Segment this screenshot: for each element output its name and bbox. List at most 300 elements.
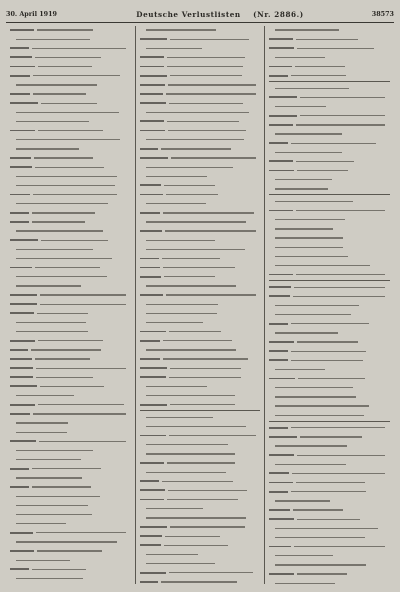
text-stroke (10, 376, 33, 378)
casualty-entry-line (269, 93, 390, 101)
text-stroke (16, 459, 81, 460)
text-stroke (146, 221, 246, 222)
text-stroke (269, 210, 292, 212)
text-stroke (140, 581, 159, 583)
text-stroke (140, 358, 160, 360)
casualty-entry-line (269, 301, 390, 309)
text-stroke (146, 472, 227, 473)
text-stroke (293, 296, 385, 297)
text-stroke (16, 230, 103, 231)
text-stroke (140, 526, 167, 528)
text-stroke (35, 167, 104, 168)
text-stroke (146, 285, 237, 286)
text-stroke (275, 528, 377, 529)
casualty-entry-line (140, 44, 261, 52)
casualty-entry-line (269, 488, 390, 496)
text-stroke (291, 75, 346, 76)
text-stroke (146, 304, 218, 305)
casualty-entry-line (269, 356, 390, 364)
text-stroke (167, 462, 235, 463)
text-stroke (269, 472, 289, 474)
casualty-entry-line (269, 338, 390, 346)
casualty-entry-line (140, 523, 261, 531)
casualty-entry-line (269, 148, 390, 156)
casualty-entry-line (269, 552, 390, 560)
text-stroke (146, 167, 233, 168)
text-stroke (275, 445, 346, 446)
text-stroke (146, 386, 208, 387)
casualty-entry-line (269, 176, 390, 184)
casualty-entry-line (269, 533, 390, 541)
text-stroke (146, 395, 236, 396)
casualty-entry-line (10, 483, 131, 491)
casualty-entry-line (269, 579, 390, 584)
text-stroke (269, 295, 290, 297)
text-stroke (10, 47, 29, 49)
text-stroke (10, 413, 30, 415)
text-stroke (269, 436, 296, 438)
casualty-entry-line (269, 460, 390, 468)
casualty-entry-line (269, 243, 390, 251)
text-stroke (297, 341, 358, 342)
text-stroke (166, 194, 218, 195)
casualty-entry-line (10, 236, 131, 244)
text-stroke (16, 176, 117, 177)
text-stroke (168, 130, 246, 131)
casualty-entry-line (10, 456, 131, 464)
text-stroke (32, 221, 85, 222)
text-stroke (275, 564, 366, 565)
casualty-entry-line (10, 53, 131, 61)
text-stroke (140, 194, 163, 196)
text-stroke (38, 340, 103, 341)
text-stroke (40, 386, 105, 387)
casualty-entry-line (269, 497, 390, 505)
casualty-entry-line (10, 419, 131, 427)
text-stroke (291, 491, 366, 492)
casualty-entry-line (269, 479, 390, 487)
casualty-entry-line (269, 561, 390, 569)
text-stroke (170, 39, 249, 40)
text-stroke (10, 340, 35, 342)
text-stroke (291, 143, 376, 144)
text-stroke (168, 490, 247, 491)
text-stroke (291, 323, 368, 324)
text-stroke (10, 157, 31, 159)
text-stroke (275, 369, 325, 370)
casualty-entry-line (10, 346, 131, 354)
text-stroke (275, 29, 338, 30)
casualty-entry-line (10, 245, 131, 253)
casualty-entry-line (10, 181, 131, 189)
text-stroke (269, 115, 297, 117)
text-stroke (295, 66, 345, 67)
text-stroke (146, 426, 247, 427)
casualty-entry-line (10, 364, 131, 372)
text-stroke (169, 377, 242, 378)
text-stroke (166, 294, 255, 295)
text-stroke (293, 509, 343, 510)
casualty-entry-line (10, 136, 131, 144)
casualty-entry-line (10, 154, 131, 162)
casualty-entry-line (140, 319, 261, 327)
text-stroke (269, 47, 294, 49)
text-stroke (296, 39, 358, 40)
casualty-entry-line (10, 529, 131, 537)
casualty-entry-line (140, 328, 261, 336)
text-stroke (16, 148, 79, 149)
casualty-entry-line (140, 181, 261, 189)
text-stroke (140, 93, 163, 95)
text-stroke (140, 84, 165, 86)
casualty-entry-line (140, 346, 261, 354)
text-stroke (140, 230, 162, 232)
text-stroke (291, 360, 363, 361)
header-page-number: 38573 (371, 10, 394, 18)
casualty-entry-line (269, 515, 390, 523)
text-stroke (275, 106, 325, 107)
text-stroke (33, 93, 86, 94)
casualty-entry-line (10, 428, 131, 436)
casualty-entry-line (10, 108, 131, 116)
casualty-entry-line (10, 81, 131, 89)
text-stroke (294, 287, 385, 288)
casualty-entry-line (140, 373, 261, 381)
text-stroke (296, 482, 365, 483)
text-stroke (163, 212, 254, 213)
text-stroke (297, 573, 347, 574)
text-stroke (146, 203, 206, 204)
casualty-entry-line (10, 72, 131, 80)
text-stroke (275, 314, 350, 315)
casualty-entry-line (10, 282, 131, 290)
casualty-entry-line (140, 496, 261, 504)
text-stroke (170, 368, 241, 369)
page-header (6, 6, 394, 23)
casualty-entry-line (140, 550, 261, 558)
casualty-entry-line (140, 282, 261, 290)
casualty-entry-line (140, 459, 261, 467)
text-stroke (292, 473, 385, 474)
text-stroke (167, 121, 239, 122)
text-stroke (269, 546, 291, 548)
casualty-entry-line (10, 520, 131, 528)
text-stroke (161, 148, 231, 149)
text-stroke (269, 378, 294, 380)
text-stroke (300, 115, 385, 116)
text-stroke (140, 462, 164, 464)
text-stroke (163, 340, 232, 341)
casualty-entry-line (140, 401, 261, 409)
casualty-entry-line (140, 392, 261, 400)
text-stroke (10, 267, 32, 269)
casualty-entry-line (269, 292, 390, 300)
casualty-entry-line (10, 264, 131, 272)
casualty-entry-line (269, 157, 390, 165)
casualty-entry-line (269, 252, 390, 260)
casualty-entry-line (269, 311, 390, 319)
text-stroke (10, 130, 35, 132)
casualty-entry-line (269, 320, 390, 328)
text-stroke (146, 417, 214, 418)
text-stroke (140, 435, 166, 437)
text-stroke (146, 176, 207, 177)
casualty-entry-line (10, 273, 131, 281)
text-stroke (140, 75, 167, 77)
casualty-entry-line (10, 474, 131, 482)
text-stroke (10, 194, 30, 196)
casualty-entry-line (269, 543, 390, 551)
casualty-entry-line (10, 227, 131, 235)
text-stroke (10, 532, 33, 534)
casualty-entry-line (10, 382, 131, 390)
casualty-entry-line (140, 218, 261, 226)
text-stroke (275, 179, 332, 180)
casualty-entry-line (10, 337, 131, 345)
casualty-entry-line (140, 273, 261, 281)
casualty-entry-line (269, 271, 390, 279)
casualty-entry-line (140, 209, 261, 217)
casualty-entry-line (140, 63, 261, 71)
casualty-entry-line (140, 108, 261, 116)
casualty-entry-line (269, 216, 390, 224)
text-stroke (10, 102, 38, 104)
text-stroke (31, 349, 101, 350)
casualty-entry-line (269, 185, 390, 193)
text-stroke (37, 550, 102, 551)
casualty-entry-line (10, 172, 131, 180)
text-stroke (169, 435, 256, 436)
text-stroke (169, 331, 221, 332)
text-stroke (10, 66, 35, 68)
casualty-entry-line (140, 35, 261, 43)
section-divider (140, 410, 261, 411)
casualty-entry-line (140, 432, 261, 440)
text-stroke (269, 75, 288, 77)
text-stroke (146, 313, 217, 314)
text-stroke (10, 404, 35, 406)
text-stroke (10, 75, 30, 77)
text-stroke (275, 88, 349, 89)
text-stroke (33, 75, 120, 76)
section-divider (269, 194, 390, 195)
casualty-entry-line (10, 90, 131, 98)
casualty-entry-line (269, 411, 390, 419)
text-stroke (275, 332, 337, 333)
text-stroke (16, 322, 86, 323)
text-stroke (10, 29, 34, 31)
text-stroke (300, 97, 385, 98)
casualty-entry-line (269, 197, 390, 205)
casualty-entry-line (269, 506, 390, 514)
casualty-entry-line (10, 574, 131, 582)
text-stroke (294, 546, 385, 547)
text-stroke (146, 139, 245, 140)
casualty-entry-line (269, 524, 390, 532)
text-stroke (140, 130, 166, 132)
text-stroke (140, 367, 167, 369)
text-stroke (16, 139, 120, 140)
text-stroke (140, 489, 165, 491)
casualty-entry-line (10, 300, 131, 308)
column-2 (135, 26, 265, 584)
casualty-entry-line (140, 53, 261, 61)
casualty-entry-line (269, 72, 390, 80)
text-stroke (36, 368, 126, 369)
text-stroke (296, 161, 354, 162)
text-stroke (140, 404, 168, 406)
text-stroke (275, 57, 325, 58)
casualty-entry-line (269, 84, 390, 92)
casualty-entry-line (140, 514, 261, 522)
casualty-entry-line (140, 81, 261, 89)
text-stroke (33, 194, 116, 195)
casualty-entry-line (269, 433, 390, 441)
text-stroke (10, 358, 32, 360)
text-stroke (140, 294, 164, 296)
casualty-entry-line (269, 167, 390, 175)
text-stroke (269, 482, 293, 484)
text-stroke (275, 405, 368, 406)
casualty-entry-line (10, 209, 131, 217)
casualty-entry-line (10, 127, 131, 135)
text-stroke (16, 541, 117, 542)
text-stroke (146, 240, 215, 241)
text-stroke (169, 572, 253, 573)
text-stroke (16, 496, 100, 497)
text-stroke (16, 249, 93, 250)
text-stroke (275, 537, 365, 538)
casualty-entry-line (269, 207, 390, 215)
casualty-entry-line (140, 532, 261, 540)
text-stroke (275, 133, 342, 134)
text-stroke (168, 84, 256, 85)
text-stroke (140, 544, 161, 546)
text-stroke (296, 274, 386, 275)
text-stroke (16, 395, 74, 396)
text-stroke (36, 377, 93, 378)
text-stroke (269, 170, 294, 172)
text-stroke (146, 554, 199, 555)
text-stroke (40, 294, 126, 295)
casualty-entry-line (140, 560, 261, 568)
text-stroke (275, 188, 328, 189)
casualty-entry-line (140, 163, 261, 171)
text-stroke (38, 66, 92, 67)
text-stroke (37, 313, 88, 314)
casualty-entry-line (10, 255, 131, 263)
text-stroke (275, 415, 364, 416)
text-stroke (16, 450, 93, 451)
text-stroke (16, 285, 81, 286)
text-stroke (10, 303, 37, 305)
casualty-entry-line (140, 337, 261, 345)
text-stroke (41, 240, 109, 241)
text-stroke (10, 294, 37, 296)
casualty-entry-line (269, 442, 390, 450)
text-stroke (16, 258, 112, 259)
text-stroke (41, 103, 98, 104)
casualty-entry-line (140, 255, 261, 263)
section-divider (269, 280, 390, 281)
columns-container (6, 26, 394, 584)
casualty-entry-line (10, 355, 131, 363)
text-stroke (269, 323, 288, 325)
text-stroke (291, 351, 366, 352)
casualty-entry-line (140, 291, 261, 299)
casualty-entry-line (269, 570, 390, 578)
text-stroke (140, 376, 166, 378)
text-stroke (16, 514, 92, 515)
casualty-entry-line (269, 44, 390, 52)
casualty-entry-line (269, 63, 390, 71)
casualty-entry-line (140, 145, 261, 153)
casualty-entry-line (140, 154, 261, 162)
casualty-entry-line (140, 117, 261, 125)
casualty-entry-line (140, 541, 261, 549)
text-stroke (32, 212, 94, 213)
casualty-entry-line (10, 218, 131, 226)
text-stroke (140, 38, 167, 40)
text-stroke (16, 331, 88, 332)
casualty-entry-line (269, 26, 390, 34)
text-stroke (16, 523, 66, 524)
casualty-entry-line (140, 264, 261, 272)
text-stroke (16, 203, 108, 204)
text-stroke (275, 500, 330, 501)
text-stroke (16, 578, 83, 579)
casualty-entry-line (269, 365, 390, 373)
text-stroke (35, 267, 100, 268)
casualty-entry-line (269, 424, 390, 432)
text-stroke (38, 130, 103, 131)
text-stroke (10, 312, 34, 314)
column-3 (264, 26, 394, 584)
casualty-entry-line (140, 477, 261, 485)
text-stroke (10, 550, 34, 552)
text-stroke (269, 509, 289, 511)
casualty-entry-line (269, 329, 390, 337)
casualty-entry-line (140, 236, 261, 244)
casualty-entry-line (10, 410, 131, 418)
casualty-entry-line (269, 53, 390, 61)
casualty-entry-line (10, 99, 131, 107)
text-stroke (10, 367, 33, 369)
text-stroke (40, 304, 126, 305)
text-stroke (296, 210, 386, 211)
text-stroke (35, 358, 90, 359)
casualty-entry-line (269, 112, 390, 120)
casualty-entry-line (140, 172, 261, 180)
text-stroke (269, 427, 288, 429)
text-stroke (297, 455, 385, 456)
text-stroke (16, 432, 67, 433)
text-stroke (140, 572, 166, 574)
casualty-entry-line (269, 402, 390, 410)
text-stroke (291, 427, 385, 428)
header-date: 30. April 1919 (6, 10, 58, 18)
casualty-entry-line (140, 200, 261, 208)
text-stroke (140, 535, 162, 537)
text-stroke (300, 436, 363, 437)
text-stroke (162, 258, 221, 259)
text-stroke (16, 505, 88, 506)
text-stroke (269, 96, 297, 98)
casualty-entry-line (10, 401, 131, 409)
text-stroke (275, 237, 343, 238)
text-stroke (33, 413, 126, 414)
casualty-entry-line (10, 319, 131, 327)
